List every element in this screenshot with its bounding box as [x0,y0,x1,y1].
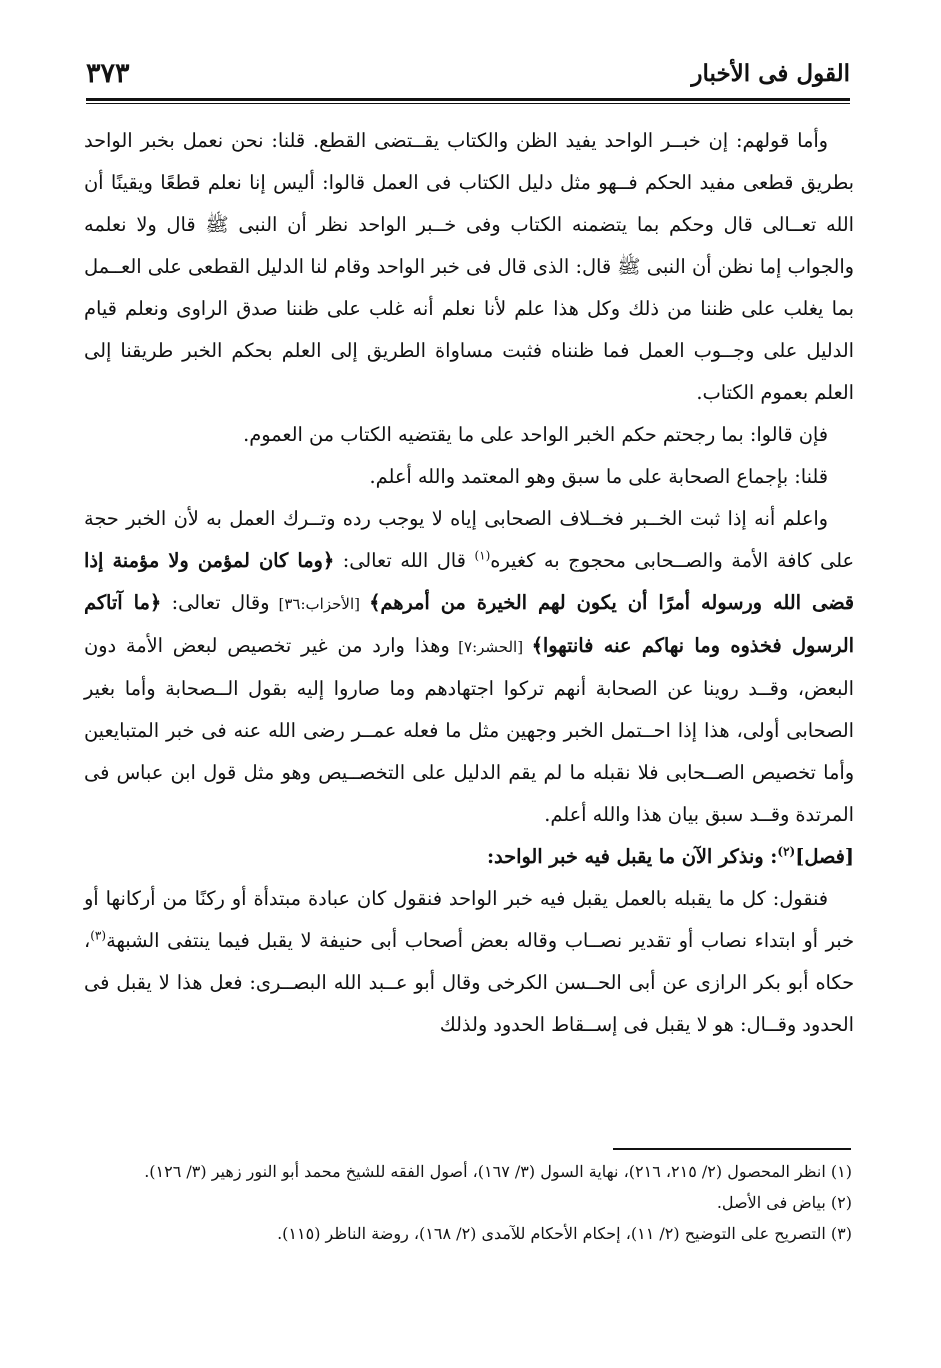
quran-ref-2: [الحشر:٧] [449,638,532,656]
footnote-ref-1: (١) [474,548,491,563]
footnote-3: (٣) التصريح على التوضيح (٢/ ١١)، إحكام الأحكام للآمدى (٢/ ١٦٨)، روضة الناظر (١١٥). [277,1224,852,1243]
paragraph-1: وأما قولهم: إن خبــر الواحد يفيد الظن والكتاب يقــتضى القطع. قلنا: نحن نعمل بخبر الواحد بطريق قطعى مفيد الحكم فــهو مثل دليل الكتاب فى العمل قالوا: أليس إنا نعلم قطعًا ويقينًا أن الله تعــالى قال وحكم بما يتضمنه الكتاب وفى خــبر الواحد نظر أن النبى ﷺ قال ولا نعلمه والجواب إما نظن أن النبى ﷺ قال: الذى قال فى خبر الواحد وقام لنا الدليل القطعى على العــمل بما يغلب على ظننا من ذلك وكل هذا علم لأنا نعلم أنه غلب على ظننا صدق الراوى ونعلم قيام الدليل على وجــوب العمل فما ظنناه فثبت مساواة الطريق إلى العلم بحكم الخبر طريقنا إلى العلم بعموم الكتاب. [84,129,854,404]
section-heading [84,836,854,878]
paragraph-4-text-c: وقال تعالى: [161,591,270,614]
page-number: ٣٧٣ [86,58,130,89]
paragraph-5-text-b: ، حكاه أبو بكر الرازى عن أبى الحــسن الكرخى وقال أبو عــبد الله البصــرى: فعل هذا لا يقبل فى الحدود وقــال: هو لا يقبل فى إســقاط الحدود ولذلك [84,929,854,1036]
paragraph-4 [84,498,854,836]
section-heading-text: : ونذكر الآن ما يقبل فيه خبر الواحد: [486,845,778,868]
paragraph-4-text-a: واعلم أنه إذا ثبت الخــبر فخــلاف الصحابى إياه لا يوجب رده وتــرك العمل به لأن الخبر حجة على كافة الأمة والصــحابى محجوج به كغيره [84,507,854,572]
footnote-1: (١) انظر المحصول (٢/ ٢١٥، ٢١٦)، نهاية السول (٣/ ١٦٧)، أصول الفقه للشيخ محمد أبو النور زهير (٣/ ١٢٦). [144,1162,852,1181]
main-text [84,120,854,1046]
section-heading-label: [فصل] [795,845,854,868]
quran-quote-2: ﴿ما آتاكم الرسول فخذوه وما نهاكم عنه فانتهوا﴾ [84,591,854,657]
footnote-ref-3: (٣) [90,928,107,943]
paragraph-4-text-b: قال الله تعالى: [334,549,475,572]
footnotes [86,1156,852,1249]
paragraph-3: قلنا: بإجماع الصحابة على ما سبق وهو المعتمد والله أعلم. [369,465,828,488]
quran-quote-1: ﴿وما كان لمؤمن ولا مؤمنة إذا قضى الله ورسوله أمرًا أن يكون لهم الخيرة من أمرهم﴾ [84,549,855,614]
footnote-ref-2: (٢) [777,844,796,859]
header-rule [86,98,850,104]
paragraph-2: فإن قالوا: بما رجحتم حكم الخبر الواحد على ما يقتضيه الكتاب من العموم. [243,423,828,446]
running-header [86,58,850,92]
paragraph-4-text-d: وهذا وارد من غير تخصيص لبعض الأمة دون البعض، وقــد روينا عن الصحابة أنهم تركوا اجتهادهم وما صاروا إليه بقول الــصحابة وأما بغير الصحابى أولى، هذا إذا احــتمل الخبر وجهين مثل ما فعله عمــر رضى الله عنه فى خبر المتبايعين وأما تخصيص الصــحابى فلا نقبله ما لم يقم الدليل على التخصــيص وهو مثل قول ابن عباس فى المرتدة وقــد سبق بيان هذا والله أعلم. [84,634,854,826]
paragraph-5-text-a: فنقول: كل ما يقبله بالعمل يقبل فيه خبر الواحد فنقول كان عبادة مبتدأة أو ركنًا من أركانها أو خبر أو ابتداء نصاب أو تقدير نصــاب وقاله بعض أصحاب أبى حنيفة لا يقبل فيما ينتفى الشبهة [84,887,854,952]
footnote-2: (٢) بياض فى الأصل. [716,1193,852,1212]
footnote-separator [613,1148,851,1150]
running-title: القول فى الأخبار [691,60,850,87]
quran-ref-1: [الأحزاب:٣٦] [269,595,370,613]
paragraph-5 [84,878,854,1046]
